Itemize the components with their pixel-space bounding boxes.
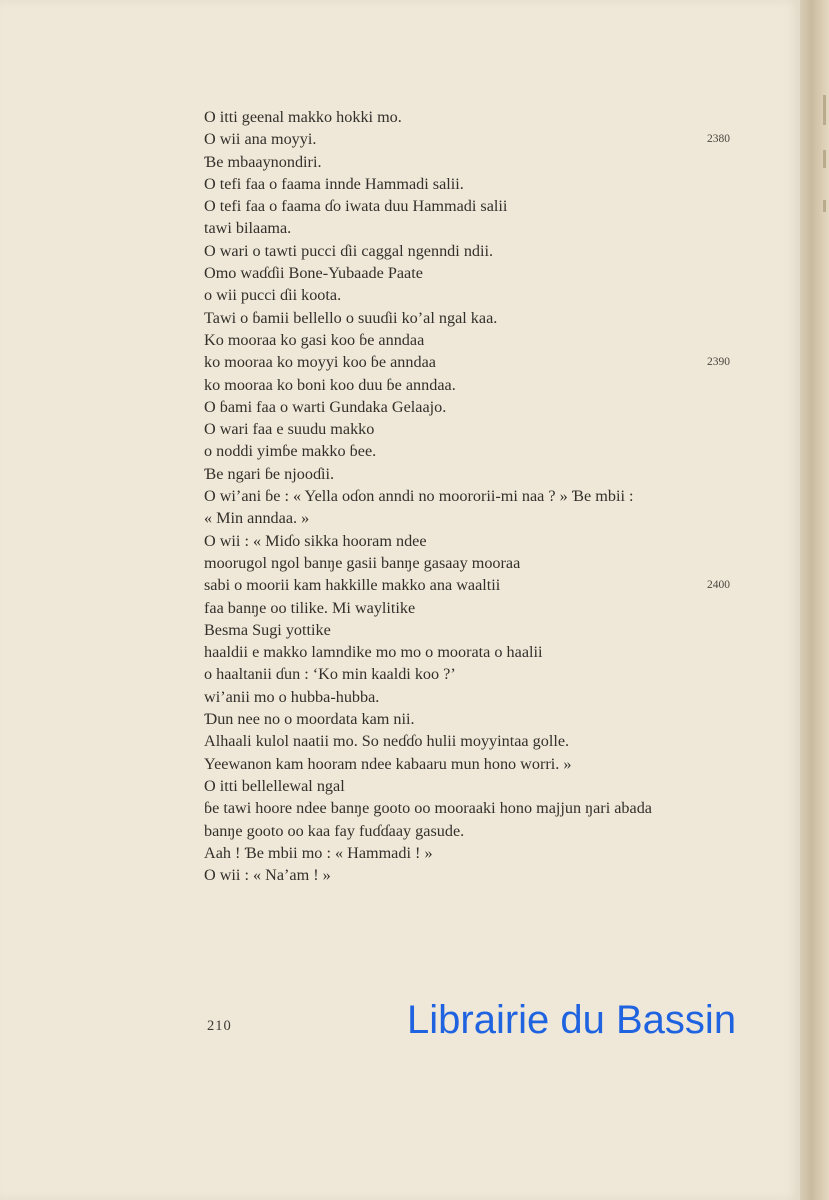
verse-line (204, 552, 744, 574)
verse-line (204, 440, 744, 462)
verse-text: Ɓe mbaaynondiri. (204, 152, 322, 171)
verse-line (204, 418, 744, 440)
verse-line (204, 797, 744, 819)
verse-text: O wii : « Miɗo sikka hooram ndee (204, 531, 427, 550)
verse-text: O ɓami faa o warti Gundaka Gelaajo. (204, 397, 447, 416)
verse-line (204, 597, 744, 619)
verse-line (204, 663, 744, 685)
verse-text: Aah ! Ɓe mbii mo : « Hammadi ! » (204, 843, 433, 862)
verse-line (204, 619, 744, 641)
verse-text: O wari o tawti pucci ɗii caggal ngenndi ndii. (204, 241, 494, 260)
page-edge-mark (823, 200, 826, 212)
verse-text: O tefi faa o faama ɗo iwata duu Hammadi salii (204, 197, 508, 216)
verse-text: O tefi faa o faama innde Hammadi salii. (204, 174, 464, 193)
verse-line (204, 106, 744, 128)
verse-line (204, 463, 744, 485)
line-number: 2380 (707, 133, 730, 146)
verse-line (204, 708, 744, 730)
verse-line (204, 351, 744, 373)
verse-line (204, 217, 744, 239)
verse-text: « Min anndaa. » (204, 509, 310, 528)
verse-text: ɓe tawi hoore ndee banŋe gooto oo mooraaki hono majjun ŋari abada (204, 799, 652, 818)
verse-line (204, 151, 744, 173)
verse-line (204, 240, 744, 262)
verse-line (204, 753, 744, 775)
verse-line (204, 842, 744, 864)
verse-line (204, 775, 744, 797)
verse-text: ko mooraa ko boni koo duu ɓe anndaa. (204, 375, 456, 394)
verse-text: haaldii e makko lamndike mo mo o moorata o haalii (204, 643, 543, 662)
verse-line (204, 864, 744, 886)
verse-text: Besma Sugi yottike (204, 620, 331, 639)
verse-line (204, 485, 744, 507)
verse-text: Alhaali kulol naatii mo. So neɗɗo hulii moyyintaa golle. (204, 732, 570, 751)
verse-text: O wii ana moyyi. (204, 130, 317, 149)
verse-line (204, 530, 744, 552)
verse-text: faa banŋe oo tilike. Mi waylitike (204, 598, 416, 617)
page-edge-mark (823, 95, 826, 125)
verse-text: sabi o moorii kam hakkille makko ana waaltii (204, 576, 501, 595)
verse-text: O itti bellellewal ngal (204, 776, 345, 795)
line-number: 2390 (707, 356, 730, 369)
verse-line (204, 262, 744, 284)
verse-text: ko mooraa ko moyyi koo ɓe anndaa (204, 353, 436, 372)
verse-line (204, 128, 744, 150)
verse-line (204, 820, 744, 842)
verse-line (204, 307, 744, 329)
verse-line (204, 686, 744, 708)
verse-text: Ɓe ngari ɓe njooɗii. (204, 464, 335, 483)
verse-text: O itti geenal makko hokki mo. (204, 108, 402, 126)
verse-block (204, 106, 744, 886)
verse-text: tawi bilaama. (204, 219, 292, 238)
verse-line (204, 374, 744, 396)
verse-text: O wari faa e suudu makko (204, 420, 375, 439)
verse-text: wi’anii mo o hubba-hubba. (204, 687, 380, 706)
verse-text: banŋe gooto oo kaa fay fuɗɗaay gasude. (204, 821, 465, 840)
verse-text: Ɗun nee no o moordata kam nii. (204, 710, 415, 729)
watermark-text: Librairie du Bassin (407, 998, 737, 1042)
verse-line (204, 574, 744, 596)
verse-text: o haaltanii ɗun : ‘Ko min kaaldi koo ?’ (204, 665, 456, 684)
page-number: 210 (207, 1018, 232, 1034)
verse-line (204, 507, 744, 529)
verse-line (204, 730, 744, 752)
verse-line (204, 195, 744, 217)
verse-text: O wi’ani ɓe : « Yella oɗon anndi no moororii-mi naa ? » Ɓe mbii : (204, 487, 634, 506)
verse-text: Tawi o ɓamii bellello o suuɗii ko’al ngal kaa. (204, 308, 498, 327)
line-number: 2400 (707, 579, 730, 592)
page-edge (800, 0, 829, 1200)
verse-text: moorugol ngol banŋe gasii banŋe gasaay mooraa (204, 553, 521, 572)
verse-line (204, 641, 744, 663)
verse-line (204, 173, 744, 195)
verse-text: Yeewanon kam hooram ndee kabaaru mun hono worri. » (204, 754, 572, 773)
page-edge-mark (823, 150, 826, 168)
verse-line (204, 329, 744, 351)
verse-line (204, 396, 744, 418)
verse-text: o wii pucci ɗii koota. (204, 286, 342, 305)
verse-text: o noddi yimɓe makko ɓee. (204, 442, 377, 461)
verse-text: Ko mooraa ko gasi koo ɓe anndaa (204, 330, 425, 349)
verse-text: O wii : « Na’am ! » (204, 866, 331, 885)
verse-line (204, 284, 744, 306)
verse-text: Omo waɗɗii Bone-Yubaade Paate (204, 264, 423, 283)
